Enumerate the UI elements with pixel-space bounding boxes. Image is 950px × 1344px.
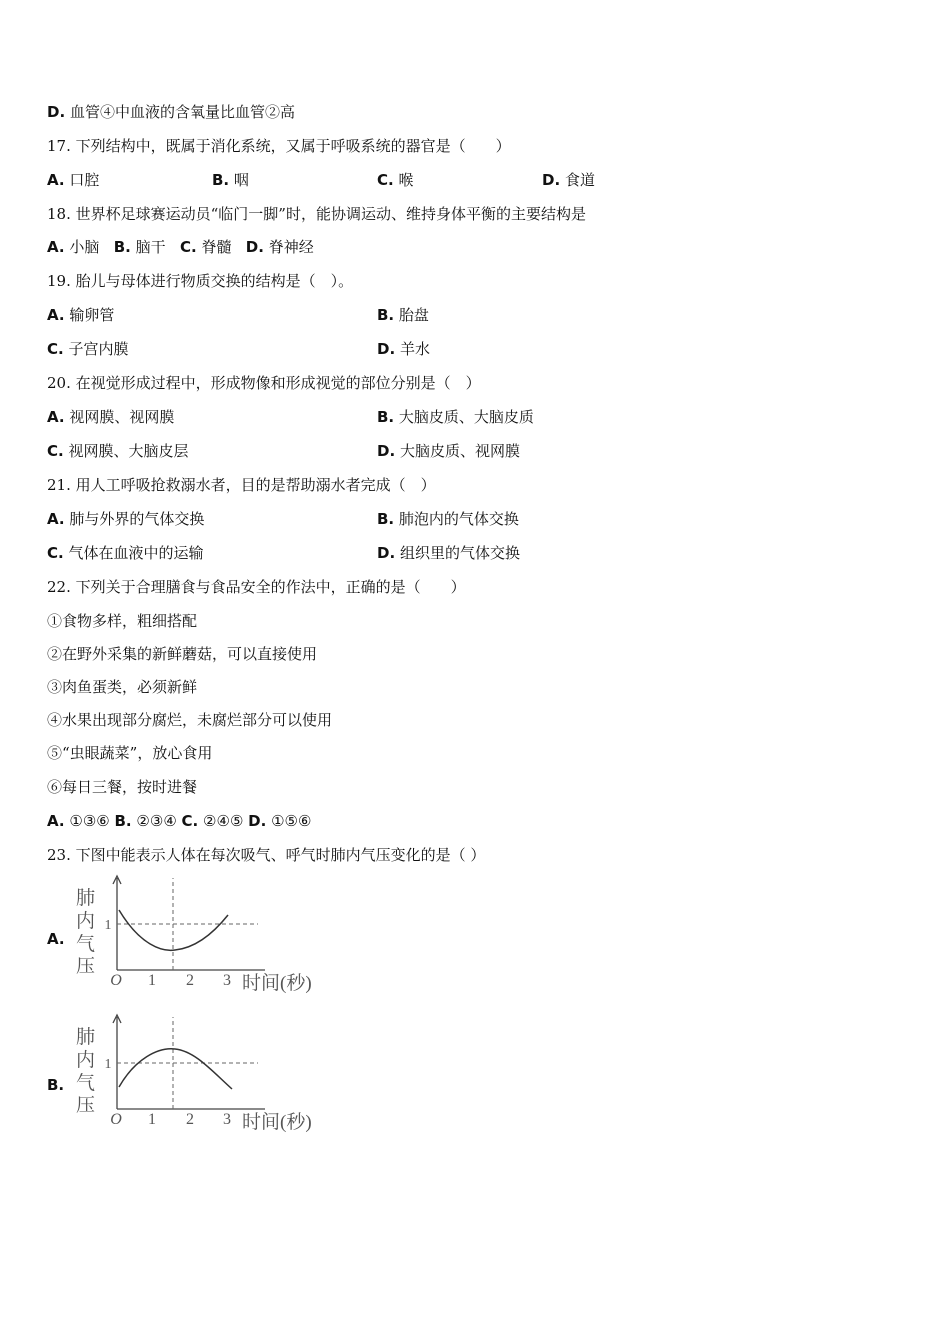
ylabel-char: 气: [76, 1073, 96, 1094]
q20-option-a[interactable]: [47, 407, 174, 427]
option-letter: D.: [542, 171, 561, 189]
statement-text: ③肉鱼蛋类，必须新鲜: [47, 678, 198, 696]
option-text: ①⑤⑥: [271, 812, 312, 830]
question-number: 23.: [47, 846, 71, 864]
option-text: 肺与外界的气体交换: [69, 510, 205, 528]
option-letter: A.: [47, 171, 65, 189]
pressure-graph-b: [70, 1009, 340, 1137]
option-letter: C.: [179, 238, 197, 256]
option-letter: D.: [248, 812, 267, 830]
q22-statement-5: [47, 743, 212, 763]
x-tick-label: 2: [186, 972, 194, 989]
q21-option-d[interactable]: [377, 543, 520, 563]
ylabel-char: 气: [76, 934, 96, 955]
question-text: 下图中能表示人体在每次吸气、呼气时肺内气压变化的是（ ）: [75, 846, 486, 864]
option-letter: C.: [47, 544, 64, 562]
question-number: 22.: [47, 578, 71, 596]
ylabel-char: 压: [76, 956, 96, 977]
q17-option-b[interactable]: [212, 170, 249, 190]
q19-option-c[interactable]: [47, 339, 129, 359]
x-tick-label: O: [110, 1111, 122, 1128]
q19-option-d[interactable]: [377, 339, 430, 359]
x-tick-label: O: [110, 972, 122, 989]
q17-option-c[interactable]: [377, 170, 414, 190]
q18-option-a[interactable]: [47, 238, 99, 256]
q21-option-b[interactable]: [377, 509, 519, 529]
option-text: 咽: [233, 171, 249, 189]
q23-graph-b: [70, 1009, 340, 1137]
option-text: ①③⑥: [69, 812, 110, 830]
x-tick-label: 1: [148, 972, 156, 989]
q22-statement-3: [47, 677, 197, 697]
pressure-graph-a: [70, 870, 340, 998]
option-letter: A.: [47, 408, 65, 426]
option-letter: D.: [377, 544, 396, 562]
q23-option-b-letter[interactable]: [47, 1075, 64, 1095]
ref-label: 1: [104, 1057, 112, 1072]
question-19: [47, 271, 353, 291]
option-text: ②④⑤: [203, 812, 244, 830]
q22-option-d[interactable]: [248, 812, 311, 830]
option-letter: D.: [47, 103, 66, 121]
q21-option-a[interactable]: [47, 509, 204, 529]
question-text: 世界杯足球赛运动员“临门一脚”时，能协调运动、维持身体平衡的主要结构是: [75, 205, 586, 223]
q20-option-c[interactable]: [47, 441, 189, 461]
option-letter: D.: [377, 442, 396, 460]
question-text: 在视觉形成过程中，形成物像和形成视觉的部位分别是（ ）: [75, 374, 481, 392]
question-number: 20.: [47, 374, 71, 392]
q17-option-d[interactable]: [542, 170, 595, 190]
option-letter: B.: [377, 408, 395, 426]
option-text: 食道: [564, 171, 595, 189]
option-letter: B.: [377, 510, 395, 528]
option-letter: D.: [245, 238, 264, 256]
option-letter: C.: [181, 812, 199, 830]
q17-option-a[interactable]: [47, 170, 99, 190]
x-tick-label: 3: [223, 972, 231, 989]
x-tick-label: 2: [186, 1111, 194, 1128]
option-text: 肺泡内的气体交换: [398, 510, 519, 528]
option-text: ②③④: [136, 812, 177, 830]
option-letter: A.: [47, 306, 65, 324]
statement-text: ④水果出现部分腐烂，未腐烂部分可以使用: [47, 711, 333, 729]
question-18: [47, 204, 586, 224]
option-d-prev: [47, 102, 295, 122]
x-tick-label: 3: [223, 1111, 231, 1128]
pressure-curve: [119, 910, 228, 950]
q18-option-c[interactable]: [180, 238, 232, 256]
question-22: [47, 577, 466, 597]
option-letter: B.: [47, 1076, 65, 1094]
q22-statement-2: [47, 644, 317, 664]
option-text: 视网膜、视网膜: [69, 408, 175, 426]
question-21: [47, 475, 436, 495]
q18-options: [47, 237, 314, 257]
x-axis-label: 时间(秒): [242, 973, 312, 994]
q23-option-a-letter[interactable]: [47, 929, 65, 949]
q20-option-d[interactable]: [377, 441, 520, 461]
option-text: 视网膜、大脑皮层: [68, 442, 189, 460]
ylabel-char: 内: [76, 1050, 96, 1071]
q19-option-a[interactable]: [47, 305, 114, 325]
option-text: 小脑: [69, 238, 100, 256]
option-text: 组织里的气体交换: [399, 544, 520, 562]
statement-text: ⑤“虫眼蔬菜”，放心食用: [47, 744, 213, 762]
option-letter: A.: [47, 510, 65, 528]
option-text: 子宫内膜: [68, 340, 129, 358]
q22-statement-4: [47, 710, 332, 730]
statement-text: ②在野外采集的新鲜蘑菇，可以直接使用: [47, 645, 318, 663]
q19-option-b[interactable]: [377, 305, 429, 325]
option-letter: B.: [377, 306, 395, 324]
ylabel-char: 内: [76, 911, 96, 932]
question-text: 下列关于合理膳食与食品安全的作法中，正确的是（ ）: [75, 578, 466, 596]
q18-option-b[interactable]: [114, 238, 166, 256]
option-letter: C.: [47, 442, 64, 460]
q22-option-c[interactable]: [182, 812, 244, 830]
option-text: 胎盘: [398, 306, 429, 324]
pressure-curve: [119, 1049, 232, 1089]
option-letter: B.: [114, 812, 132, 830]
x-tick-label: 1: [148, 1111, 156, 1128]
q18-option-d[interactable]: [246, 238, 314, 256]
x-axis-label: 时间(秒): [242, 1112, 312, 1133]
option-letter: B.: [113, 238, 131, 256]
question-text: 下列结构中，既属于消化系统，又属于呼吸系统的器官是（ ）: [75, 137, 511, 155]
ylabel-char: 肺: [76, 1027, 96, 1048]
ylabel-char: 压: [76, 1095, 96, 1116]
question-text: 胎儿与母体进行物质交换的结构是（ ）。: [75, 272, 354, 290]
option-text: 脊神经: [268, 238, 314, 256]
question-20: [47, 373, 481, 393]
q22-statement-6: [47, 777, 197, 797]
option-letter: A.: [47, 930, 65, 948]
q20-option-b[interactable]: [377, 407, 534, 427]
statement-text: ⑥每日三餐，按时进餐: [47, 778, 198, 796]
option-text: 大脑皮质、大脑皮质: [398, 408, 534, 426]
option-letter: C.: [47, 340, 64, 358]
option-text: 脑干: [135, 238, 166, 256]
option-letter: C.: [377, 171, 394, 189]
option-letter: A.: [47, 238, 65, 256]
option-text: 血管④中血液的含氧量比血管②高: [69, 103, 295, 121]
q22-option-a[interactable]: [47, 812, 110, 830]
question-number: 21.: [47, 476, 71, 494]
option-text: 喉: [398, 171, 414, 189]
option-letter: A.: [47, 812, 65, 830]
ylabel-char: 肺: [76, 888, 96, 909]
statement-text: ①食物多样，粗细搭配: [47, 612, 198, 630]
option-text: 大脑皮质、视网膜: [399, 442, 520, 460]
q22-option-b[interactable]: [115, 812, 177, 830]
option-text: 羊水: [399, 340, 430, 358]
option-letter: B.: [212, 171, 230, 189]
question-text: 用人工呼吸抢救溺水者，目的是帮助溺水者完成（ ）: [75, 476, 436, 494]
q22-statement-1: [47, 611, 197, 631]
option-text: 气体在血液中的运输: [68, 544, 204, 562]
ref-label: 1: [104, 918, 112, 933]
question-23: [47, 845, 485, 865]
option-text: 输卵管: [69, 306, 115, 324]
question-number: 18.: [47, 205, 71, 223]
question-number: 17.: [47, 137, 71, 155]
q21-option-c[interactable]: [47, 543, 204, 563]
question-number: 19.: [47, 272, 71, 290]
option-text: 脊髓: [201, 238, 232, 256]
option-text: 口腔: [69, 171, 100, 189]
q23-graph-a: [70, 870, 340, 998]
q22-options: [47, 811, 311, 831]
option-letter: D.: [377, 340, 396, 358]
question-17: [47, 136, 511, 156]
